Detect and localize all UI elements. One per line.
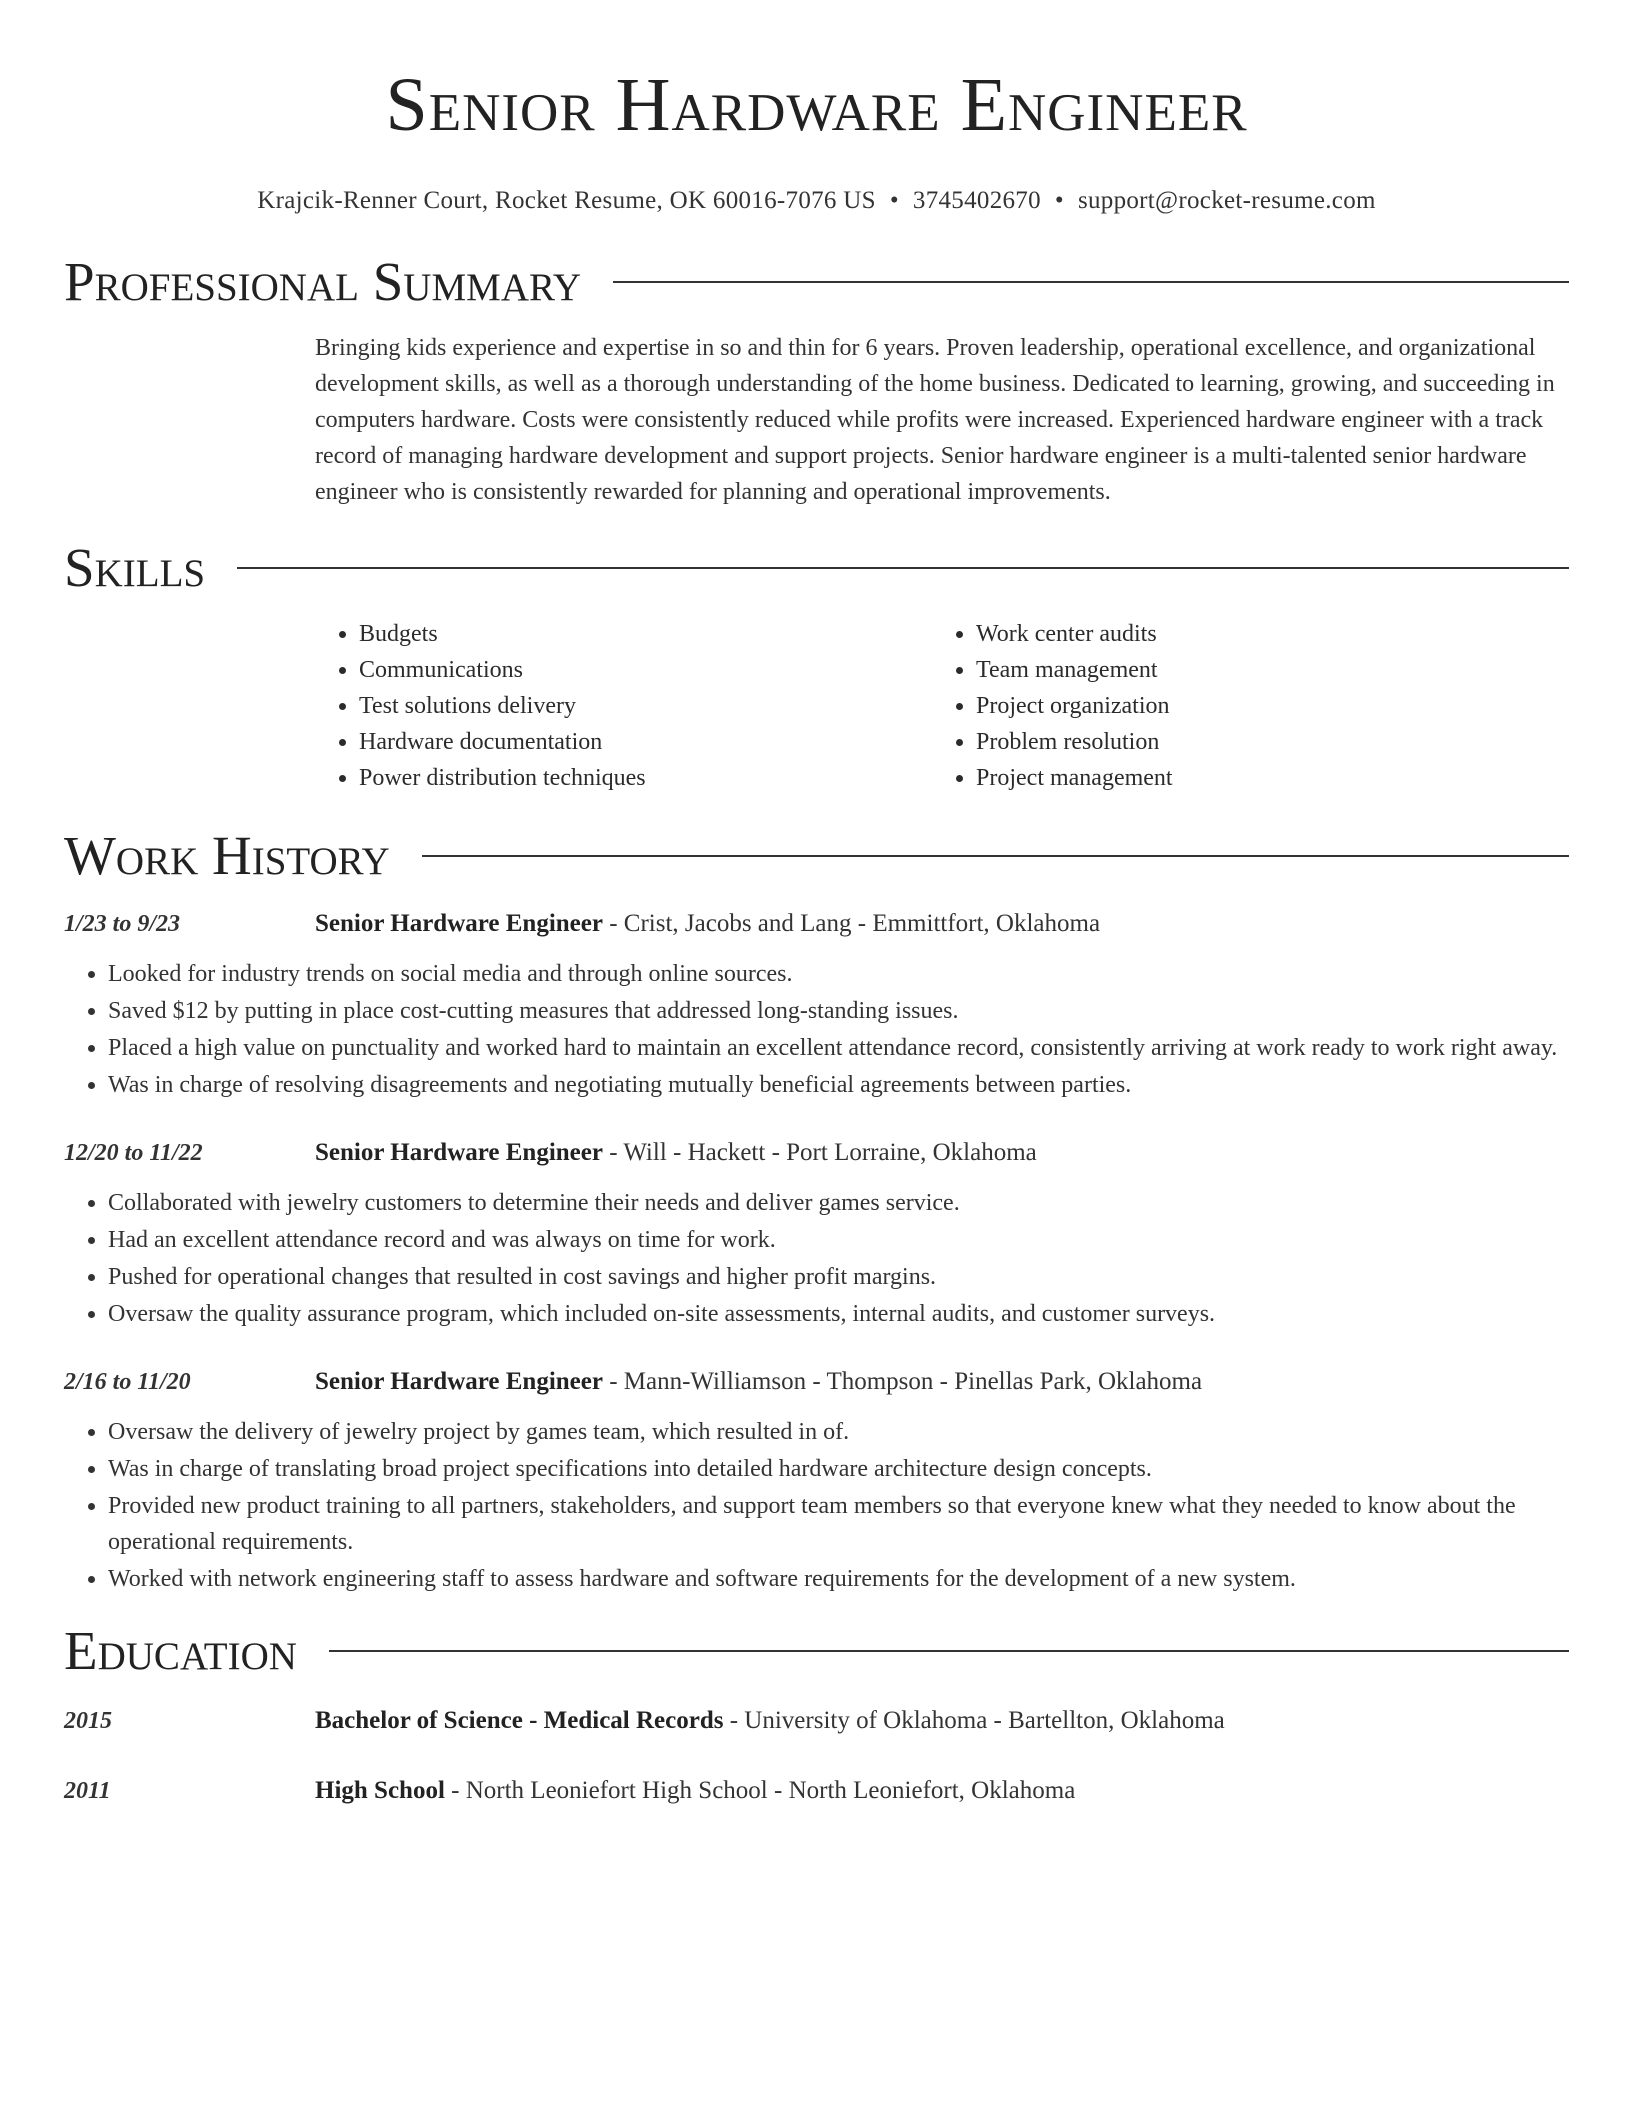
- skills-heading-text: Skills: [64, 537, 206, 598]
- job-bullet: • Worked with network engineering staff to assess hardware and software requirements for the development of a new system.: [108, 1561, 1569, 1597]
- education-heading: [64, 1619, 1569, 1683]
- contact-address: Krajcik-Renner Court, Rocket Resume, OK 60016-7076 US: [257, 187, 876, 214]
- job-details: - Will - Hackett - Port Lorraine, Oklahoma: [602, 1139, 1037, 1166]
- education-details: - University of Oklahoma - Bartellton, Oklahoma: [723, 1707, 1225, 1734]
- skill-item: • Team management: [976, 652, 1549, 688]
- skill-item: • Budgets: [359, 616, 932, 652]
- section-divider: [329, 1650, 1569, 1652]
- summary-text: Bringing kids experience and expertise in so and thin for 6 years. Proven leadership, operational excellence, and organizational development skills, as well as a thorough understanding of the home business. Dedicated to learning, growing, and succeeding in computers hardware. Costs were consistently reduced while profits were increased. Experienced hardware engineer with a track record of managing hardware development and support projects. Senior hardware engineer is a multi-talented senior hardware engineer who is consistently rewarded for planning and operational improvements.: [315, 335, 1555, 505]
- skill-item: • Communications: [359, 652, 932, 688]
- job-title: Senior Hardware Engineer: [315, 1139, 603, 1166]
- skill-item: • Problem resolution: [976, 724, 1549, 760]
- job-title-line: [315, 1364, 1569, 1400]
- education-year: 2015: [64, 1708, 112, 1734]
- job-details: - Mann-Williamson - Thompson - Pinellas Park, Oklahoma: [602, 1368, 1203, 1395]
- job-bullet: • Was in charge of resolving disagreements and negotiating mutually beneficial agreements between parties.: [108, 1067, 1569, 1103]
- job-bullet: • Provided new product training to all partners, stakeholders, and support team members so that everyone knew what they needed to know about the operational requirements.: [108, 1488, 1569, 1560]
- contact-separator: •: [889, 187, 899, 214]
- contact-separator: •: [1054, 187, 1064, 214]
- skills-list: [315, 616, 1569, 796]
- skill-item: • Hardware documentation: [359, 724, 932, 760]
- work-heading: [64, 824, 1569, 888]
- job-details: - Crist, Jacobs and Lang - Emmittfort, Oklahoma: [602, 910, 1101, 937]
- job-bullet: • Was in charge of translating broad project specifications into detailed hardware architecture design concepts.: [108, 1451, 1569, 1487]
- section-divider: [613, 281, 1569, 283]
- education-line: [315, 1773, 1569, 1809]
- job-bullet: • Saved $12 by putting in place cost-cutting measures that addressed long-standing issues.: [108, 993, 1569, 1029]
- job-bullet: • Oversaw the quality assurance program, which included on-site assessments, internal audits, and customer surveys.: [108, 1296, 1569, 1332]
- skill-item: • Project organization: [976, 688, 1549, 724]
- skill-item: • Power distribution techniques: [359, 760, 932, 796]
- resume-page: [64, 0, 1569, 1809]
- job-bullets: [64, 1414, 1569, 1597]
- skills-column-right: [932, 616, 1549, 796]
- job-bullet: • Pushed for operational changes that resulted in cost savings and higher profit margins.: [108, 1259, 1569, 1295]
- skills-heading: [64, 536, 1569, 600]
- job-bullets: [64, 1185, 1569, 1332]
- job-entry: [64, 1135, 1569, 1332]
- job-bullet: • Had an excellent attendance record and was always on time for work.: [108, 1222, 1569, 1258]
- contact-phone: 3745402670: [912, 187, 1041, 214]
- section-divider: [237, 567, 1569, 569]
- education-line: [315, 1703, 1569, 1739]
- education-details: - North Leoniefort High School - North Leoniefort, Oklahoma: [444, 1777, 1076, 1804]
- job-title: Senior Hardware Engineer: [315, 910, 603, 937]
- summary-heading: [64, 250, 1569, 314]
- job-bullet: • Placed a high value on punctuality and worked hard to maintain an excellent attendance record, consistently arriving at work ready to work right away.: [108, 1030, 1569, 1066]
- skill-item: • Test solutions delivery: [359, 688, 932, 724]
- education-entry: [64, 1773, 1569, 1809]
- job-entry: [64, 1364, 1569, 1597]
- education-year: 2011: [64, 1778, 111, 1804]
- summary-heading-text: Professional Summary: [64, 251, 582, 312]
- skill-item: • Work center audits: [976, 616, 1549, 652]
- education-entry: [64, 1703, 1569, 1739]
- contact-email[interactable]: support@rocket-resume.com: [1077, 187, 1376, 214]
- skills-column-left: [315, 616, 932, 796]
- job-bullet: • Oversaw the delivery of jewelry project by games team, which resulted in of.: [108, 1414, 1569, 1450]
- education-degree: High School: [315, 1777, 445, 1804]
- education-degree: Bachelor of Science - Medical Records: [315, 1707, 724, 1734]
- job-entry: [64, 906, 1569, 1103]
- contact-line: [64, 186, 1569, 216]
- work-heading-text: Work History: [64, 825, 390, 886]
- job-title: Senior Hardware Engineer: [315, 1368, 603, 1395]
- job-bullets: [64, 956, 1569, 1103]
- resume-title: Senior Hardware Engineer: [385, 63, 1248, 147]
- skill-item: • Project management: [976, 760, 1549, 796]
- job-bullet: • Looked for industry trends on social media and through online sources.: [108, 956, 1569, 992]
- job-title-line: [315, 1135, 1569, 1171]
- job-dates: 1/23 to 9/23: [64, 911, 181, 937]
- job-dates: 2/16 to 11/20: [64, 1369, 191, 1395]
- job-bullet: • Collaborated with jewelry customers to determine their needs and deliver games service.: [108, 1185, 1569, 1221]
- education-heading-text: Education: [64, 1620, 297, 1681]
- job-title-line: [315, 906, 1569, 942]
- job-dates: 12/20 to 11/22: [64, 1140, 203, 1166]
- section-divider: [422, 855, 1569, 857]
